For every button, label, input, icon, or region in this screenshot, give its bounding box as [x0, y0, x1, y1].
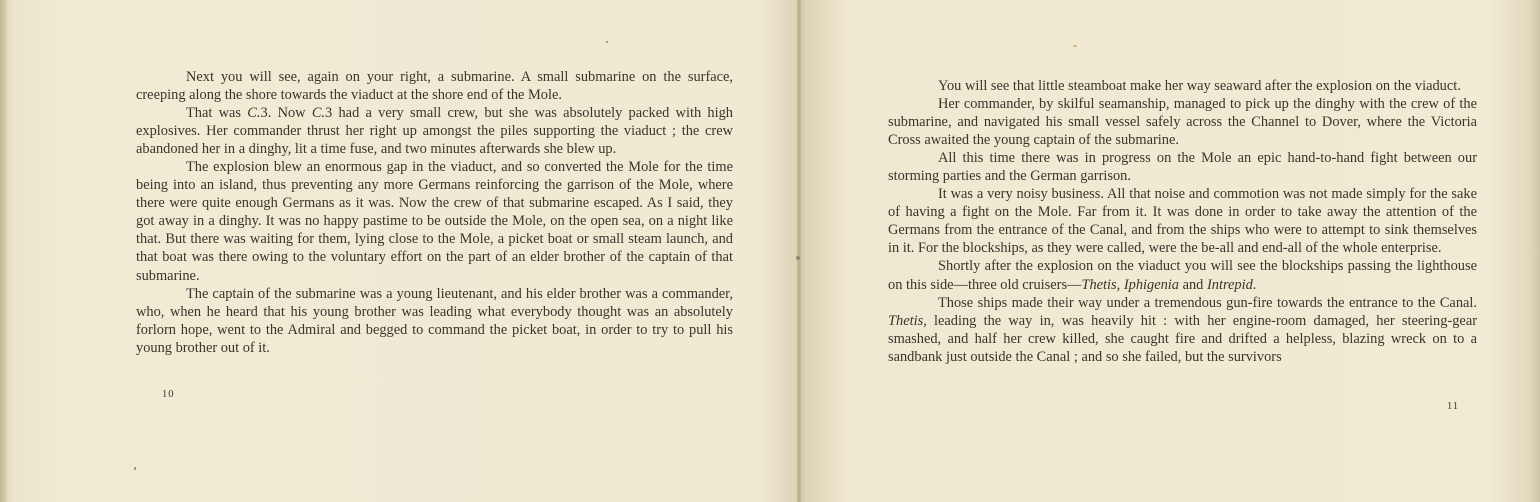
paragraph-text: ,: [1116, 276, 1124, 293]
italic-text: Thetis: [888, 312, 924, 329]
right-page: [801, 0, 1540, 502]
paragraph: [136, 285, 733, 357]
paragraph: [136, 158, 733, 284]
paragraph-text: Next you will see, again on your right, a submarine. A small submarine on the surface, creeping along the shore towards the viaduct at the shore end of the Mole.: [136, 69, 733, 104]
left-page-number: 10: [162, 389, 175, 400]
italic-text: C.: [311, 105, 326, 122]
italic-text: Thetis: [1081, 276, 1117, 293]
paragraph-text: You will see that little steamboat make her way seaward after the explosion on the viaduct.: [938, 78, 1461, 94]
paper-stain: [1073, 45, 1077, 47]
paragraph: [888, 77, 1477, 95]
paragraph-text: Those ships made their way under a tremendous gun-fire towards the entrance to the Canal.: [938, 294, 1477, 311]
paragraph-text: The captain of the submarine was a young lieutenant, and his elder brother was a commander, who, when he heard that his young brother was leading what everybody thought was an absolutely forlorn hope, went to the Admiral and begged to command the picket boat, in order to try to pull his young brother out of it.: [136, 285, 733, 356]
paper-speck: [134, 467, 136, 470]
paragraph-text: Her commander, by skilful seamanship, managed to pick up the dinghy with the crew of the submarine, and navigated his small vessel safely across the Channel to Dover, where the Victoria Cross awaited the young captain of the submarine.: [888, 96, 1477, 149]
paragraph: [888, 149, 1477, 185]
paragraph-text: The explosion blew an enormous gap in the viaduct, and so converted the Mole for the time being into an island, thus preventing any more Germans reinforcing the garrison of the Mole, where there were quite enough Germans as it was. Now the crew of that submarine escaped. As I said, they got away in a dinghy. It was no happy pastime to be outside the Mole, on the open sea, on a night like that. But there was waiting for them, lying close to the Mole, a picket boat or small steam launch, and that boat was there owing to the voluntary effort on the part of an elder brother of the captain of that submarine.: [136, 159, 733, 284]
paragraph-text: Shortly after the explosion on the viaduct you will see the blockships passing the lighthouse on this side—three old cruisers—: [888, 258, 1477, 293]
paragraph-text: It was a very noisy business. All that noise and commotion was not made simply for the sake of having a fight on the Mole. Far from it. It was done in order to take away the attention of the Germans from the entrance of the Canal, and from the ships who were to attempt to sink themselves in it. For the blockships, as they were called, were the be-all and end-all of the whole enterprise.: [888, 186, 1477, 257]
paper-speck: [796, 256, 800, 260]
paragraph-text: That was: [186, 105, 248, 122]
italic-text: C.: [247, 105, 261, 122]
italic-text: Intrepid: [1206, 276, 1253, 293]
paragraph: [136, 104, 733, 158]
paragraph-text: 3. Now: [260, 105, 312, 122]
paragraph-text: All this time there was in progress on the Mole an epic hand-to-hand fight between our storming parties and the German garrison.: [888, 150, 1477, 185]
right-page-text: [888, 77, 1477, 366]
right-page-number: 11: [1447, 401, 1460, 412]
paragraph-text: .: [1252, 276, 1257, 293]
paragraph-text: and: [1178, 276, 1207, 293]
paragraph: [888, 294, 1477, 366]
paragraph: [888, 257, 1477, 293]
paragraph-text: 3 had a very small crew, but she was absolutely packed with high explosives. Her commander thrust her right up amongst the piles supporting the viaduct ; the crew abandoned her in a dinghy, lit a time fuse, and two minutes afterwards she blew up.: [136, 105, 733, 158]
left-page-text: [136, 68, 733, 357]
paragraph: [888, 185, 1477, 257]
paragraph: [888, 95, 1477, 149]
paragraph: [136, 68, 733, 104]
paper-speck: [606, 41, 608, 43]
paragraph-text: , leading the way in, was heavily hit : with her engine-room damaged, her steering-gear smashed, and half her crew killed, she caught fire and drifted a helpless, blazing wreck on to a sandbank just outside the Canal ; and so she failed, but the survivors: [888, 312, 1477, 365]
italic-text: Iphigenia: [1123, 276, 1179, 293]
